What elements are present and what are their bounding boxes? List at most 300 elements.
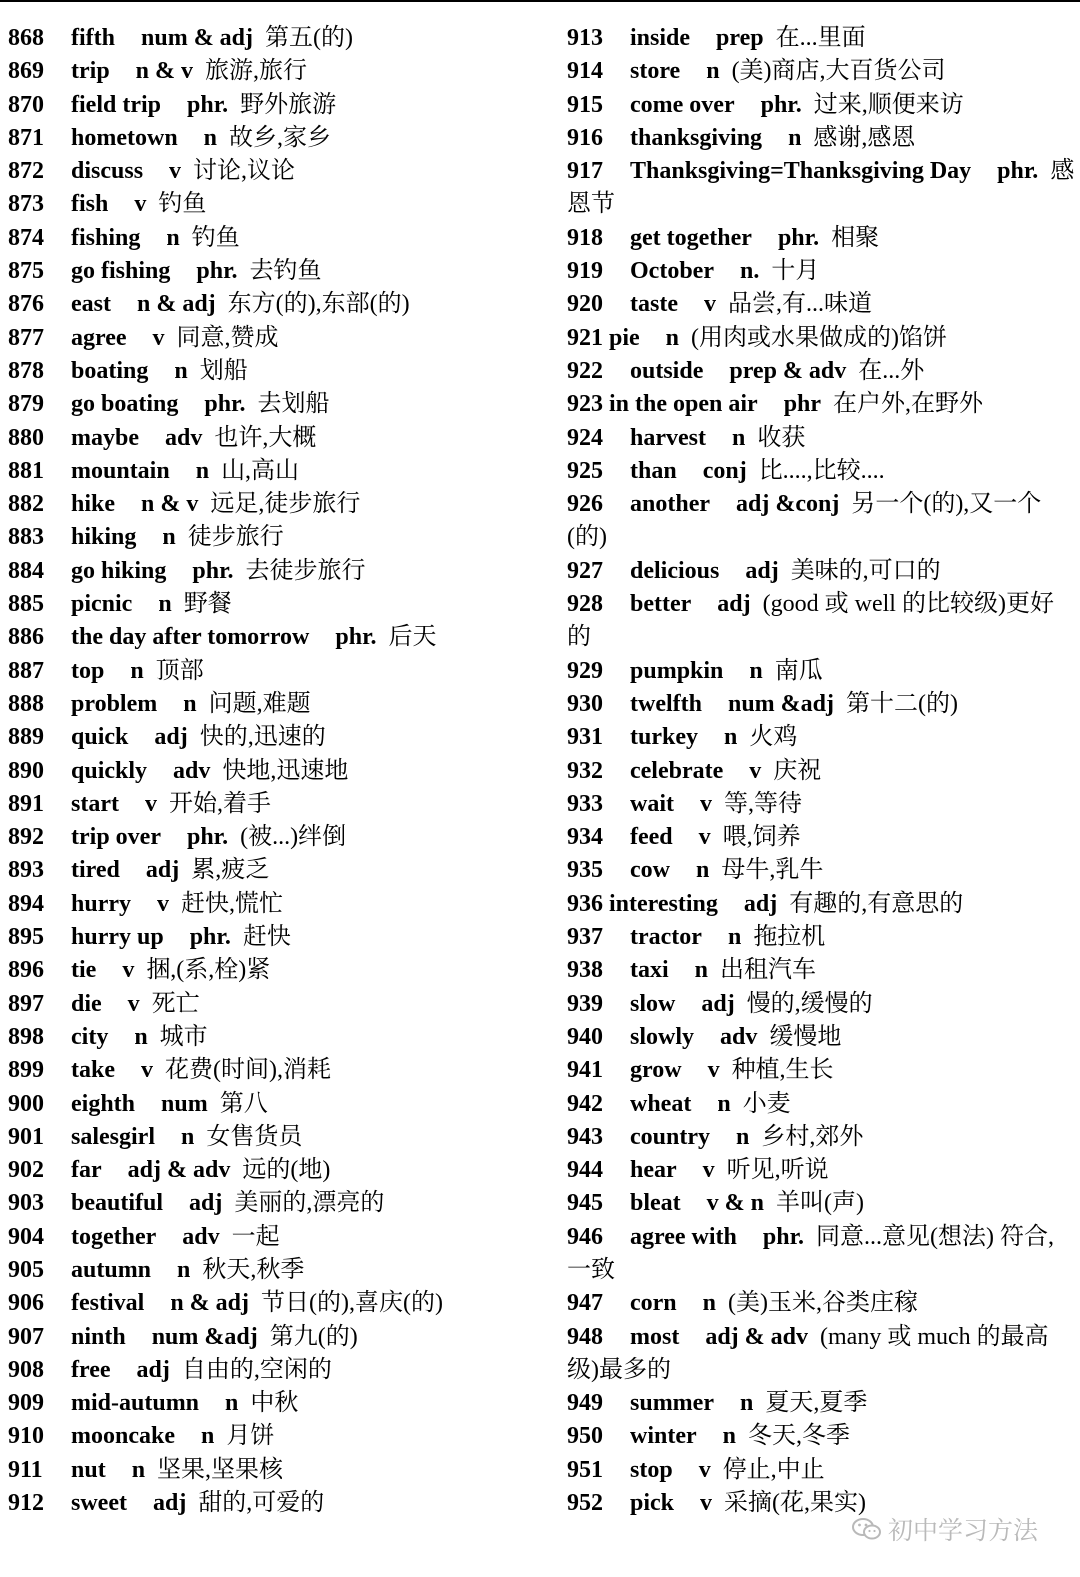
vocab-entry (8, 122, 548, 155)
entry-word: agree (71, 324, 127, 351)
vocab-entry (567, 355, 1075, 388)
vocab-entry (8, 1321, 548, 1354)
vocab-entry (567, 1054, 1075, 1087)
vocab-entry (8, 1021, 548, 1054)
entry-definition: 中秋 (250, 1390, 299, 1417)
entry-part-of-speech: phr. (192, 557, 234, 584)
entry-number: 883 (8, 524, 44, 551)
entry-word: city (71, 1023, 109, 1050)
entry-part-of-speech: n (706, 58, 720, 85)
vocab-entry (567, 821, 1075, 854)
entry-number: 878 (8, 357, 44, 384)
vocab-entry (567, 89, 1075, 122)
entry-word: discuss (71, 158, 144, 185)
vocab-entry (567, 588, 1075, 655)
entry-word: celebrate (630, 757, 724, 784)
entry-word: hometown (71, 124, 178, 151)
entry-part-of-speech: n (717, 1090, 731, 1117)
entry-part-of-speech: phr. (204, 391, 246, 418)
entry-number: 928 (567, 591, 603, 618)
entry-part-of-speech: n (166, 224, 180, 251)
entry-part-of-speech: n (694, 957, 709, 984)
entry-part-of-speech: num (161, 1090, 208, 1117)
entry-word: turkey (630, 724, 698, 751)
entry-word: maybe (71, 424, 139, 451)
entry-number: 937 (567, 924, 603, 951)
entry-definition: 划船 (199, 357, 248, 384)
entry-definition: 远足,徒步旅行 (210, 491, 361, 518)
entry-word: go fishing (71, 258, 171, 285)
entry-definition: 也许,大概 (214, 424, 317, 451)
entry-part-of-speech: n (158, 591, 172, 618)
entry-definition: 等,等待 (724, 790, 802, 817)
entry-definition: 第九(的) (269, 1323, 358, 1350)
entry-definition: 节日(的),喜庆(的) (261, 1290, 443, 1317)
entry-number: 944 (567, 1157, 603, 1184)
entry-part-of-speech: conj (702, 457, 747, 484)
vocab-column-right (567, 22, 1075, 1520)
entry-word: boating (71, 357, 149, 384)
entry-part-of-speech: adj (189, 1190, 223, 1217)
entry-part-of-speech: adv (720, 1023, 758, 1050)
entry-word: mid-autumn (71, 1390, 200, 1417)
entry-definition: 有趣的,有意思的 (789, 890, 964, 917)
entry-word: tie (71, 957, 97, 984)
entry-word: top (71, 657, 105, 684)
entry-definition: 同意...意见(想法) 符合,一致 (567, 1223, 1055, 1283)
vocab-entry (567, 122, 1075, 155)
entry-word: slowly (630, 1023, 695, 1050)
entry-number: 943 (567, 1123, 603, 1150)
entry-part-of-speech: num &adj (151, 1323, 258, 1350)
entry-word: come over (630, 91, 735, 118)
entry-word: another (630, 491, 710, 518)
entry-definition: 坚果,坚果核 (157, 1456, 284, 1483)
entry-word: summer (630, 1390, 714, 1417)
entry-part-of-speech: n (225, 1390, 239, 1417)
entry-number: 871 (8, 124, 44, 151)
entry-word: ninth (71, 1323, 126, 1350)
entry-word: picnic (71, 591, 133, 618)
entry-part-of-speech: n (134, 1023, 148, 1050)
entry-definition: 收获 (757, 424, 806, 451)
vocab-entry (8, 788, 548, 821)
entry-word: eighth (71, 1090, 136, 1117)
entry-word: trip over (71, 824, 161, 851)
entry-part-of-speech: adj (701, 990, 735, 1017)
entry-number: 951 (567, 1456, 603, 1483)
entry-definition: 野外旅游 (240, 91, 337, 118)
vocab-entry (567, 388, 1075, 421)
entry-definition: 野餐 (183, 591, 232, 618)
entry-number: 876 (8, 291, 44, 318)
entry-word: taxi (630, 957, 669, 984)
entry-word: start (71, 790, 119, 817)
entry-number: 925 (567, 457, 603, 484)
entry-definition: 捆,(系,栓)紧 (146, 957, 271, 984)
entry-part-of-speech: adj (145, 857, 180, 884)
entry-word: east (71, 291, 111, 318)
entry-number: 922 (567, 357, 603, 384)
vocab-entry (8, 1387, 548, 1420)
vocab-entry (8, 455, 548, 488)
entry-part-of-speech: phr. (187, 91, 229, 118)
entry-part-of-speech: v (127, 990, 140, 1017)
vocab-entry (8, 721, 548, 754)
entry-part-of-speech: n (201, 1423, 215, 1450)
entry-word: tractor (630, 924, 702, 951)
vocab-entry (567, 55, 1075, 88)
entry-number: 872 (8, 158, 44, 185)
entry-number: 888 (8, 690, 44, 717)
entry-definition: 另一个(的),又一个(的) (567, 491, 1042, 551)
vocab-entry (8, 1154, 548, 1187)
entry-word: get together (630, 224, 752, 251)
entry-word: slow (630, 990, 676, 1017)
vocab-entry (8, 55, 548, 88)
entry-part-of-speech: n (131, 1456, 146, 1483)
entry-part-of-speech: n (183, 690, 197, 717)
entry-definition: 山,高山 (221, 457, 300, 484)
entry-definition: 听见,听说 (726, 1157, 829, 1184)
entry-word: stop (630, 1456, 673, 1483)
entry-word: twelfth (630, 690, 702, 717)
entry-definition: 母牛,乳牛 (721, 857, 824, 884)
entry-word: hurry (71, 890, 131, 917)
entry-number: 884 (8, 557, 44, 584)
entry-definition: 出租汽车 (720, 957, 817, 984)
entry-number: 934 (567, 824, 603, 851)
entry-part-of-speech: phr. (777, 224, 820, 251)
entry-definition: 在...里面 (775, 25, 866, 51)
entry-word: inside (630, 25, 691, 51)
entry-number: 898 (8, 1023, 44, 1050)
entry-part-of-speech: n & adj (170, 1290, 249, 1317)
vocab-entry (567, 1088, 1075, 1121)
entry-number: 894 (8, 890, 44, 917)
entry-number: 885 (8, 591, 44, 618)
entry-definition: 故乡,家乡 (229, 124, 332, 151)
vocab-entry (567, 1287, 1075, 1320)
entry-number: 939 (567, 990, 603, 1017)
entry-definition: 月饼 (226, 1423, 275, 1450)
entry-word: festival (71, 1290, 145, 1317)
entry-word: corn (630, 1290, 677, 1317)
entry-number: 880 (8, 424, 44, 451)
entry-definition: 旅游,旅行 (205, 58, 308, 85)
entry-definition: (用肉或水果做成的)馅饼 (691, 324, 948, 351)
entry-part-of-speech: v (702, 1157, 715, 1184)
entry-part-of-speech: n. (739, 258, 760, 285)
entry-part-of-speech: n (695, 857, 710, 884)
entry-word: hiking (71, 524, 137, 551)
entry-word: taste (630, 291, 678, 318)
entry-number: 874 (8, 224, 44, 251)
vocab-entry (8, 1354, 548, 1387)
entry-part-of-speech: n (203, 124, 218, 151)
entry-part-of-speech: num & adj (141, 25, 254, 51)
entry-word: quickly (71, 757, 148, 784)
vocab-entry (8, 854, 548, 887)
entry-word: far (71, 1157, 102, 1184)
vocab-entry (567, 988, 1075, 1021)
entry-number: 890 (8, 757, 44, 784)
entry-word: delicious (630, 557, 720, 584)
entry-number: 908 (8, 1356, 44, 1383)
vocab-entry (567, 888, 1075, 921)
vocab-entry (567, 1121, 1075, 1154)
entry-part-of-speech: v & n (706, 1190, 765, 1217)
entry-part-of-speech: n (195, 457, 210, 484)
entry-word: the day after tomorrow (71, 624, 310, 651)
entry-number: 945 (567, 1190, 603, 1217)
entry-number: 877 (8, 324, 44, 351)
entry-definition: 第五(的) (265, 25, 354, 51)
entry-number: 938 (567, 957, 603, 984)
entry-definition: 一起 (231, 1223, 280, 1250)
entry-number: 897 (8, 990, 44, 1017)
entry-definition: 累,疲乏 (191, 857, 270, 884)
vocab-entry (8, 322, 548, 355)
entry-definition: 甜的,可爱的 (198, 1490, 325, 1517)
entry-definition: 冬天,冬季 (748, 1423, 851, 1450)
entry-number: 949 (567, 1390, 603, 1417)
entry-number: 893 (8, 857, 44, 884)
entry-definition: 赶快 (242, 924, 291, 951)
entry-part-of-speech: v (698, 1456, 711, 1483)
entry-number: 873 (8, 191, 44, 218)
entry-number: 903 (8, 1190, 44, 1217)
vocab-entry (567, 1420, 1075, 1453)
entry-definition: 城市 (159, 1023, 208, 1050)
entry-word: go hiking (71, 557, 167, 584)
entry-definition: (美)商店,大百货公司 (731, 58, 946, 85)
entry-part-of-speech: adj (154, 724, 188, 751)
entry-number: 902 (8, 1157, 44, 1184)
entry-definition: 美味的,可口的 (790, 557, 941, 584)
entry-part-of-speech: num &adj (727, 690, 835, 717)
entry-definition: (美)玉米,谷类庄稼 (728, 1290, 918, 1317)
entry-part-of-speech: phr. (335, 624, 377, 651)
entry-part-of-speech: v (122, 957, 135, 984)
vocab-entry (8, 288, 548, 321)
entry-number: 942 (567, 1090, 603, 1117)
entry-definition: 赶快,慌忙 (181, 890, 283, 917)
entry-word: harvest (630, 424, 706, 451)
entry-word: mooncake (71, 1423, 175, 1450)
vocab-entry (567, 22, 1075, 55)
entry-number: 869 (8, 58, 44, 85)
entry-number: 952 (567, 1490, 603, 1517)
entry-part-of-speech: n (739, 1390, 754, 1417)
entry-definition: 东方(的),东部(的) (227, 291, 410, 318)
entry-part-of-speech: n (722, 1423, 737, 1450)
vocab-entry (567, 222, 1075, 255)
entry-number: 870 (8, 91, 44, 118)
vocab-entry (567, 1221, 1075, 1288)
entry-part-of-speech: phr. (997, 158, 1039, 185)
entry-number: 910 (8, 1423, 44, 1450)
entry-number: 905 (8, 1256, 44, 1283)
entry-definition: 徒步旅行 (187, 524, 284, 551)
entry-number: 929 (567, 657, 603, 684)
entry-definition: 南瓜 (774, 657, 823, 684)
entry-word: beautiful (71, 1190, 164, 1217)
entry-definition: 第十二(的) (846, 690, 958, 717)
entry-number: 914 (567, 58, 603, 85)
entry-number: 892 (8, 824, 44, 851)
entry-definition: 感谢,感恩 (813, 124, 916, 151)
entry-word: agree with (630, 1223, 737, 1250)
entry-part-of-speech: adv (165, 424, 203, 451)
entry-part-of-speech: v (152, 324, 165, 351)
entry-number: 920 (567, 291, 603, 318)
entry-definition: 相聚 (831, 224, 880, 251)
entry-part-of-speech: n (736, 1123, 750, 1150)
entry-definition: 讨论,议论 (193, 158, 296, 185)
vocab-entry (567, 422, 1075, 455)
entry-part-of-speech: v (698, 824, 711, 851)
entry-word: quick (71, 724, 129, 751)
vocab-entry (8, 222, 548, 255)
entry-definition: 喂,饲养 (722, 824, 801, 851)
entry-definition: 过来,顺便来访 (813, 91, 964, 118)
watermark-text: 初中学习方法 (887, 1516, 1038, 1545)
vocab-entry (8, 821, 548, 854)
entry-part-of-speech: v (169, 158, 182, 185)
entry-part-of-speech: adv (173, 757, 211, 784)
entry-definition: 顶部 (155, 657, 204, 684)
vocab-entry (8, 1487, 548, 1520)
vocab-entry (8, 89, 548, 122)
top-rule (0, 0, 1080, 2)
entry-number: 886 (8, 624, 44, 651)
vocab-entry (567, 1021, 1075, 1054)
entry-definition: 庆祝 (773, 757, 822, 784)
vocab-entry (8, 488, 548, 521)
entry-word: Thanksgiving=Thanksgiving Day (630, 158, 972, 185)
vocab-entry (8, 521, 548, 554)
entry-word: outside (630, 357, 704, 384)
entry-definition: 后天 (388, 624, 437, 651)
entry-number: 887 (8, 657, 44, 684)
entry-word: fifth (71, 25, 115, 51)
entry-number: 900 (8, 1090, 44, 1117)
entry-number: 895 (8, 924, 44, 951)
vocab-entry (8, 1287, 548, 1320)
vocab-entry (567, 288, 1075, 321)
entry-part-of-speech: phr. (762, 1223, 805, 1250)
entry-definition: 美丽的,漂亮的 (234, 1190, 385, 1217)
entry-part-of-speech: adj (136, 1356, 170, 1383)
entry-definition: 自由的,空闲的 (181, 1356, 332, 1383)
entry-definition: 品尝,有...味道 (727, 291, 872, 318)
entry-definition: 火鸡 (749, 724, 798, 751)
entry-definition: 同意,赞成 (176, 324, 279, 351)
wechat-icon (852, 1517, 882, 1541)
entry-word: feed (630, 824, 673, 851)
entry-word: together (71, 1223, 157, 1250)
vocab-entry (8, 888, 548, 921)
entry-number: 946 (567, 1223, 603, 1250)
entry-word: wheat (630, 1090, 692, 1117)
entry-number: 899 (8, 1057, 44, 1084)
entry-number: 907 (8, 1323, 44, 1350)
entry-part-of-speech: n (665, 324, 680, 351)
vocab-entry (8, 22, 548, 55)
entry-word: take (71, 1057, 115, 1084)
vocab-entry (8, 1254, 548, 1287)
entry-word: hike (71, 491, 116, 518)
entry-part-of-speech: adj & adv (705, 1323, 809, 1350)
entry-definition: 停止,中止 (722, 1456, 825, 1483)
entry-definition: 去徒步旅行 (245, 557, 366, 584)
vocab-entry (567, 155, 1075, 222)
entry-word: wait (630, 790, 674, 817)
entry-part-of-speech: phr (783, 391, 822, 418)
entry-word: bleat (630, 1190, 681, 1217)
entry-number: 930 (567, 690, 603, 717)
entry-part-of-speech: v (700, 790, 712, 817)
entry-number: 918 (567, 224, 603, 251)
entry-number: 904 (8, 1223, 44, 1250)
entry-word: sweet (71, 1490, 127, 1517)
entry-number: 912 (8, 1490, 44, 1517)
entry-number: 919 (567, 258, 603, 285)
vocab-entry (8, 555, 548, 588)
entry-word: go boating (71, 391, 179, 418)
entry-number: 916 (567, 124, 603, 151)
entry-part-of-speech: v (134, 191, 147, 218)
entry-part-of-speech: phr. (760, 91, 802, 118)
vocab-entry (8, 422, 548, 455)
entry-part-of-speech: v (703, 291, 716, 318)
entry-definition: 钓鱼 (191, 224, 240, 251)
entry-word: than (630, 457, 677, 484)
entry-part-of-speech: n & v (141, 491, 199, 518)
entry-part-of-speech: n (731, 424, 746, 451)
entry-word: store (630, 58, 681, 85)
entry-number: 931 (567, 724, 603, 751)
entry-definition: 小麦 (742, 1090, 791, 1117)
entry-definition: 羊叫(声) (776, 1190, 864, 1217)
entry-word: grow (630, 1057, 682, 1084)
entry-part-of-speech: adv (182, 1223, 220, 1250)
entry-part-of-speech: n (702, 1290, 717, 1317)
entry-part-of-speech: adj &conj (736, 491, 840, 518)
entry-number: 901 (8, 1123, 44, 1150)
entry-part-of-speech: n (749, 657, 763, 684)
entry-number: 933 (567, 790, 603, 817)
entry-number: 924 (567, 424, 603, 451)
entry-number: 921 pie (567, 324, 640, 351)
entry-definition: (many 或 much 的最高级)最多的 (567, 1323, 1049, 1383)
vocab-entry (8, 1187, 548, 1220)
entry-part-of-speech: n (177, 1256, 191, 1283)
entry-definition: 女售货员 (206, 1123, 303, 1150)
vocab-entry (8, 1121, 548, 1154)
vocab-entry (8, 1054, 548, 1087)
vocab-entry (8, 1221, 548, 1254)
entry-number: 926 (567, 491, 603, 518)
vocab-entry (8, 1454, 548, 1487)
entry-definition: 拖拉机 (753, 924, 826, 951)
vocab-entry (8, 988, 548, 1021)
entry-definition: 快地,迅速地 (222, 757, 349, 784)
entry-part-of-speech: adj (717, 591, 751, 618)
entry-definition: 开始,着手 (168, 790, 271, 817)
entry-definition: 在户外,在野外 (833, 391, 984, 418)
